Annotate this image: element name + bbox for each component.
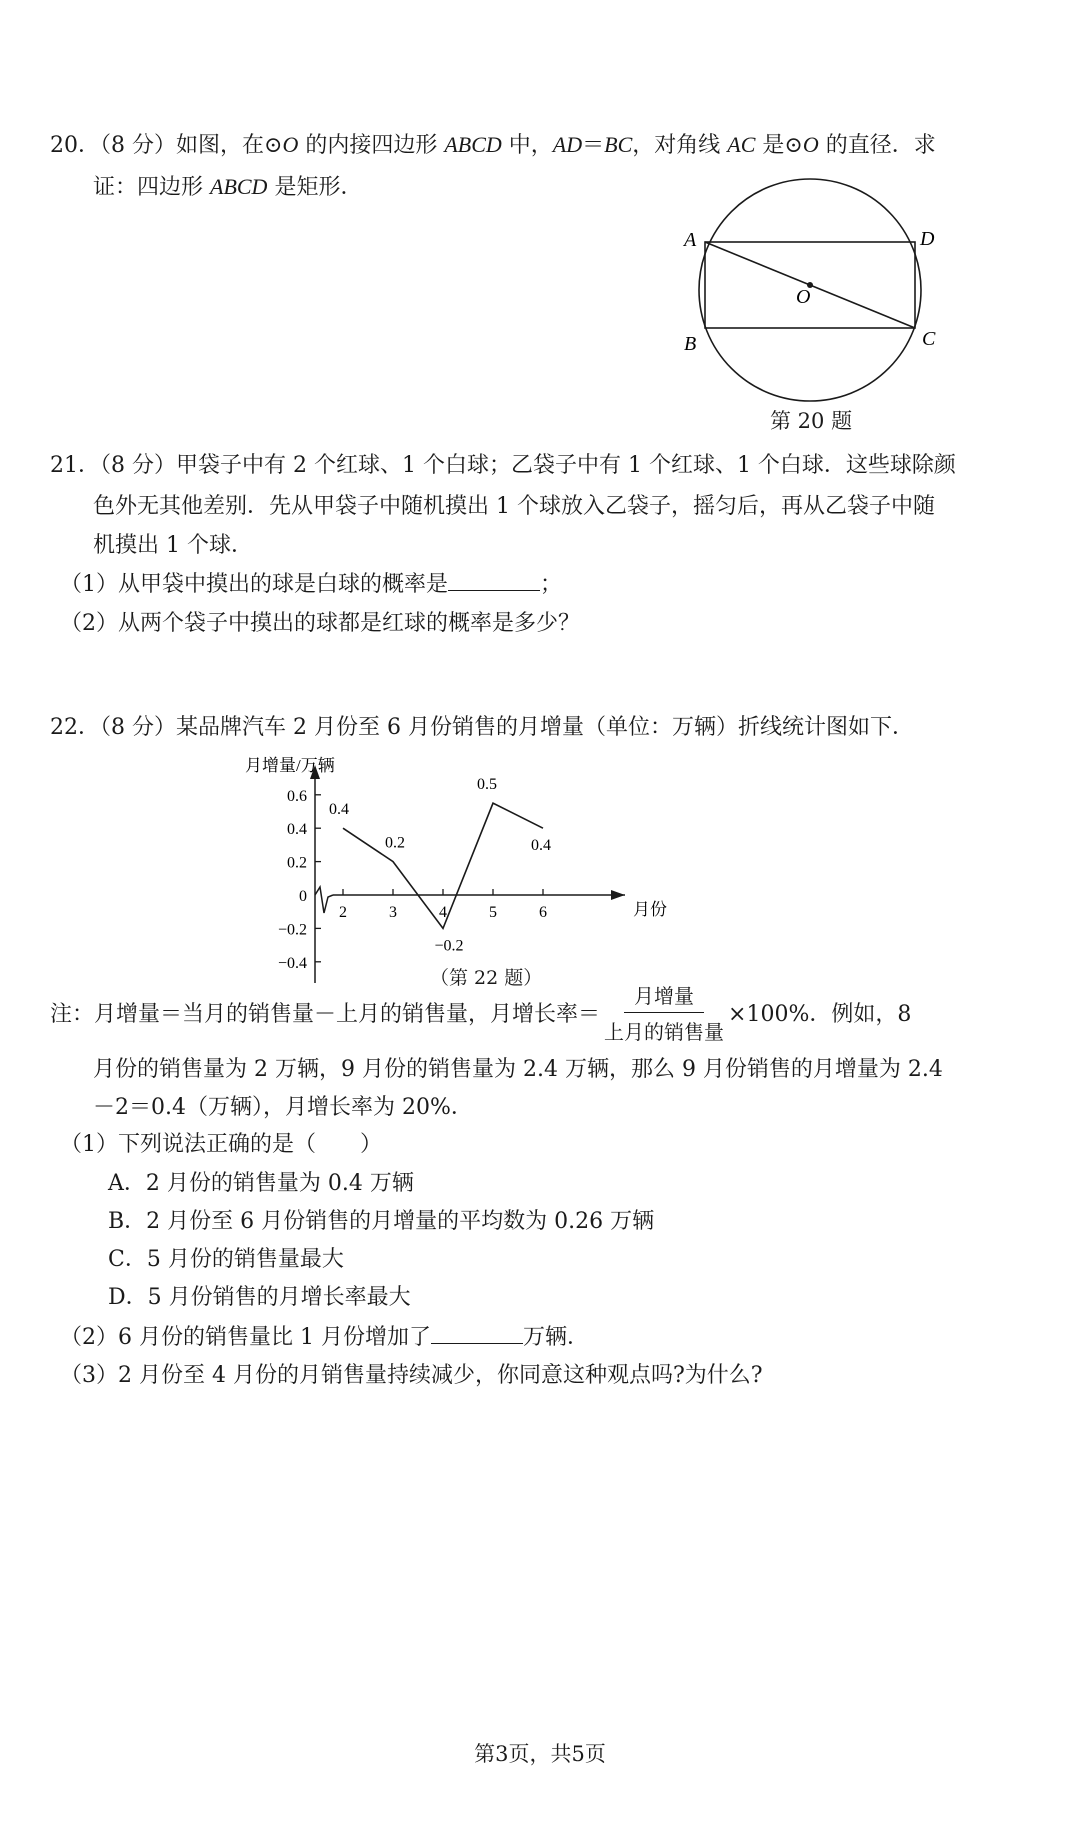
data-label: 0.4 xyxy=(329,801,349,819)
label-a: A xyxy=(684,229,697,251)
label-c: C xyxy=(922,328,936,350)
fraction-denominator: 上月的销售量 xyxy=(604,1020,725,1044)
q22-intro: 22．（8 分）某品牌汽车 2 月份至 6 月份销售的月增量（单位：万辆）折线统计图如下． xyxy=(50,715,914,740)
q20-text: 是矩形． xyxy=(267,175,363,200)
data-label: −0.2 xyxy=(434,937,464,955)
q22-note-text: 注：月增量＝当月的销售量－上月的销售量，月增长率＝ xyxy=(50,1002,601,1027)
q20-symbol-o: O xyxy=(802,132,819,157)
q21-line2: 色外无其他差别．先从甲袋子中随机摸出 1 个球放入乙袋子，摇匀后，再从乙袋子中随 xyxy=(93,494,935,519)
y-tick-label: −0.2 xyxy=(277,921,307,939)
q22-sub2-text: （2）6 月份的销售量比 1 月份增加了 xyxy=(60,1325,431,1350)
answer-blank[interactable] xyxy=(448,572,540,591)
q22-sub1: （1）下列说法正确的是（ ） xyxy=(60,1132,382,1157)
q22-sub3: （3）2 月份至 4 月份的月销售量持续减少，你同意这种观点吗?为什么? xyxy=(60,1363,763,1388)
y-tick-label: 0 xyxy=(299,888,307,905)
q20-score: （8 分） xyxy=(100,133,176,158)
q21-line1: 21．（8 分）甲袋子中有 2 个红球、1 个白球；乙袋子中有 1 个红球、1 个白球．这些球除颜 xyxy=(50,453,956,478)
growth-rate-fraction xyxy=(604,980,724,1045)
q20-figure-caption: 第 20 题 xyxy=(770,409,853,433)
q22-note-line3: －2＝0.4（万辆），月增长率为 20%． xyxy=(93,1095,473,1120)
q21-sub1 xyxy=(60,567,562,598)
q22-sub2 xyxy=(60,1320,589,1351)
q20-text: 证：四边形 xyxy=(93,175,210,200)
x-axis-title: 月份 xyxy=(633,900,667,919)
q22-chart-caption: （第 22 题） xyxy=(430,967,543,989)
x-tick-label: 6 xyxy=(539,904,547,921)
y-tick-label: 0.2 xyxy=(287,854,307,872)
y-tick-label: 0.4 xyxy=(287,821,307,839)
q22-option-d: D．5 月份销售的月增长率最大 xyxy=(108,1285,411,1310)
y-axis-title: 月增量/万辆 xyxy=(245,756,335,775)
x-tick-label: 4 xyxy=(439,904,447,921)
q20-text: 如图，在⊙ xyxy=(176,133,283,158)
y-tick-label: −0.4 xyxy=(277,954,307,972)
q20-text: 的内接四边形 xyxy=(298,133,445,158)
answer-blank[interactable] xyxy=(431,1325,523,1344)
axis-break-mark xyxy=(315,887,333,913)
data-label: 0.4 xyxy=(531,837,551,855)
q22-note-line2: 月份的销售量为 2 万辆，9 月份的销售量为 2.4 万辆，那么 9 月份销售的月增量为 2.4 xyxy=(93,1057,943,1082)
q20-line2 xyxy=(93,170,362,201)
label-o: O xyxy=(796,286,811,308)
q21-sub1-text: ； xyxy=(540,572,563,597)
q20-symbol-bc: BC xyxy=(604,132,633,157)
page-footer: 第3页，共5页 xyxy=(474,1742,606,1766)
q22-note-line1 xyxy=(50,980,911,1045)
y-tick-label: 0.6 xyxy=(287,787,307,805)
q22-option-b: B．2 月份至 6 月份销售的月增量的平均数为 0.26 万辆 xyxy=(108,1209,655,1234)
q21-line3: 机摸出 1 个球． xyxy=(93,533,253,558)
data-label: 0.2 xyxy=(385,834,405,852)
q20-symbol-ac: AC xyxy=(727,132,756,157)
q22-sub2-text: 万辆． xyxy=(522,1325,589,1350)
q20-text: 的直径．求 xyxy=(818,133,936,158)
q20-symbol-o: O xyxy=(282,132,299,157)
x-tick-label: 5 xyxy=(489,904,497,921)
q20-symbol-abcd: ABCD xyxy=(210,174,268,199)
q20-text: 中， xyxy=(501,133,553,158)
q20-symbol-abcd: ABCD xyxy=(444,132,502,157)
q20-number: 20． xyxy=(50,133,100,158)
x-tick-label: 2 xyxy=(339,904,347,921)
q22-option-c: C．5 月份的销售量最大 xyxy=(108,1247,344,1272)
x-tick-label: 3 xyxy=(389,904,397,921)
x-axis-arrow xyxy=(611,890,625,900)
q20-line1 xyxy=(50,128,936,159)
q20-text: ，对角线 xyxy=(632,133,728,158)
q20-figure xyxy=(660,170,960,440)
data-label: 0.5 xyxy=(477,776,497,794)
fraction-numerator: 月增量 xyxy=(624,980,704,1013)
q22-line-chart xyxy=(230,755,680,990)
q22-note-text: ×100%．例如，8 xyxy=(728,1002,912,1027)
q21-sub1-text: （1）从甲袋中摸出的球是白球的概率是 xyxy=(60,572,448,597)
q20-text: 是⊙ xyxy=(755,133,803,158)
q20-text: ＝ xyxy=(582,133,605,158)
q21-sub2: （2）从两个袋子中摸出的球都是红球的概率是多少？ xyxy=(60,611,580,636)
label-d: D xyxy=(920,228,935,250)
q20-symbol-ad: AD xyxy=(552,132,583,157)
label-b: B xyxy=(684,333,697,355)
q22-option-a: A．2 月份的销售量为 0.4 万辆 xyxy=(108,1171,414,1196)
